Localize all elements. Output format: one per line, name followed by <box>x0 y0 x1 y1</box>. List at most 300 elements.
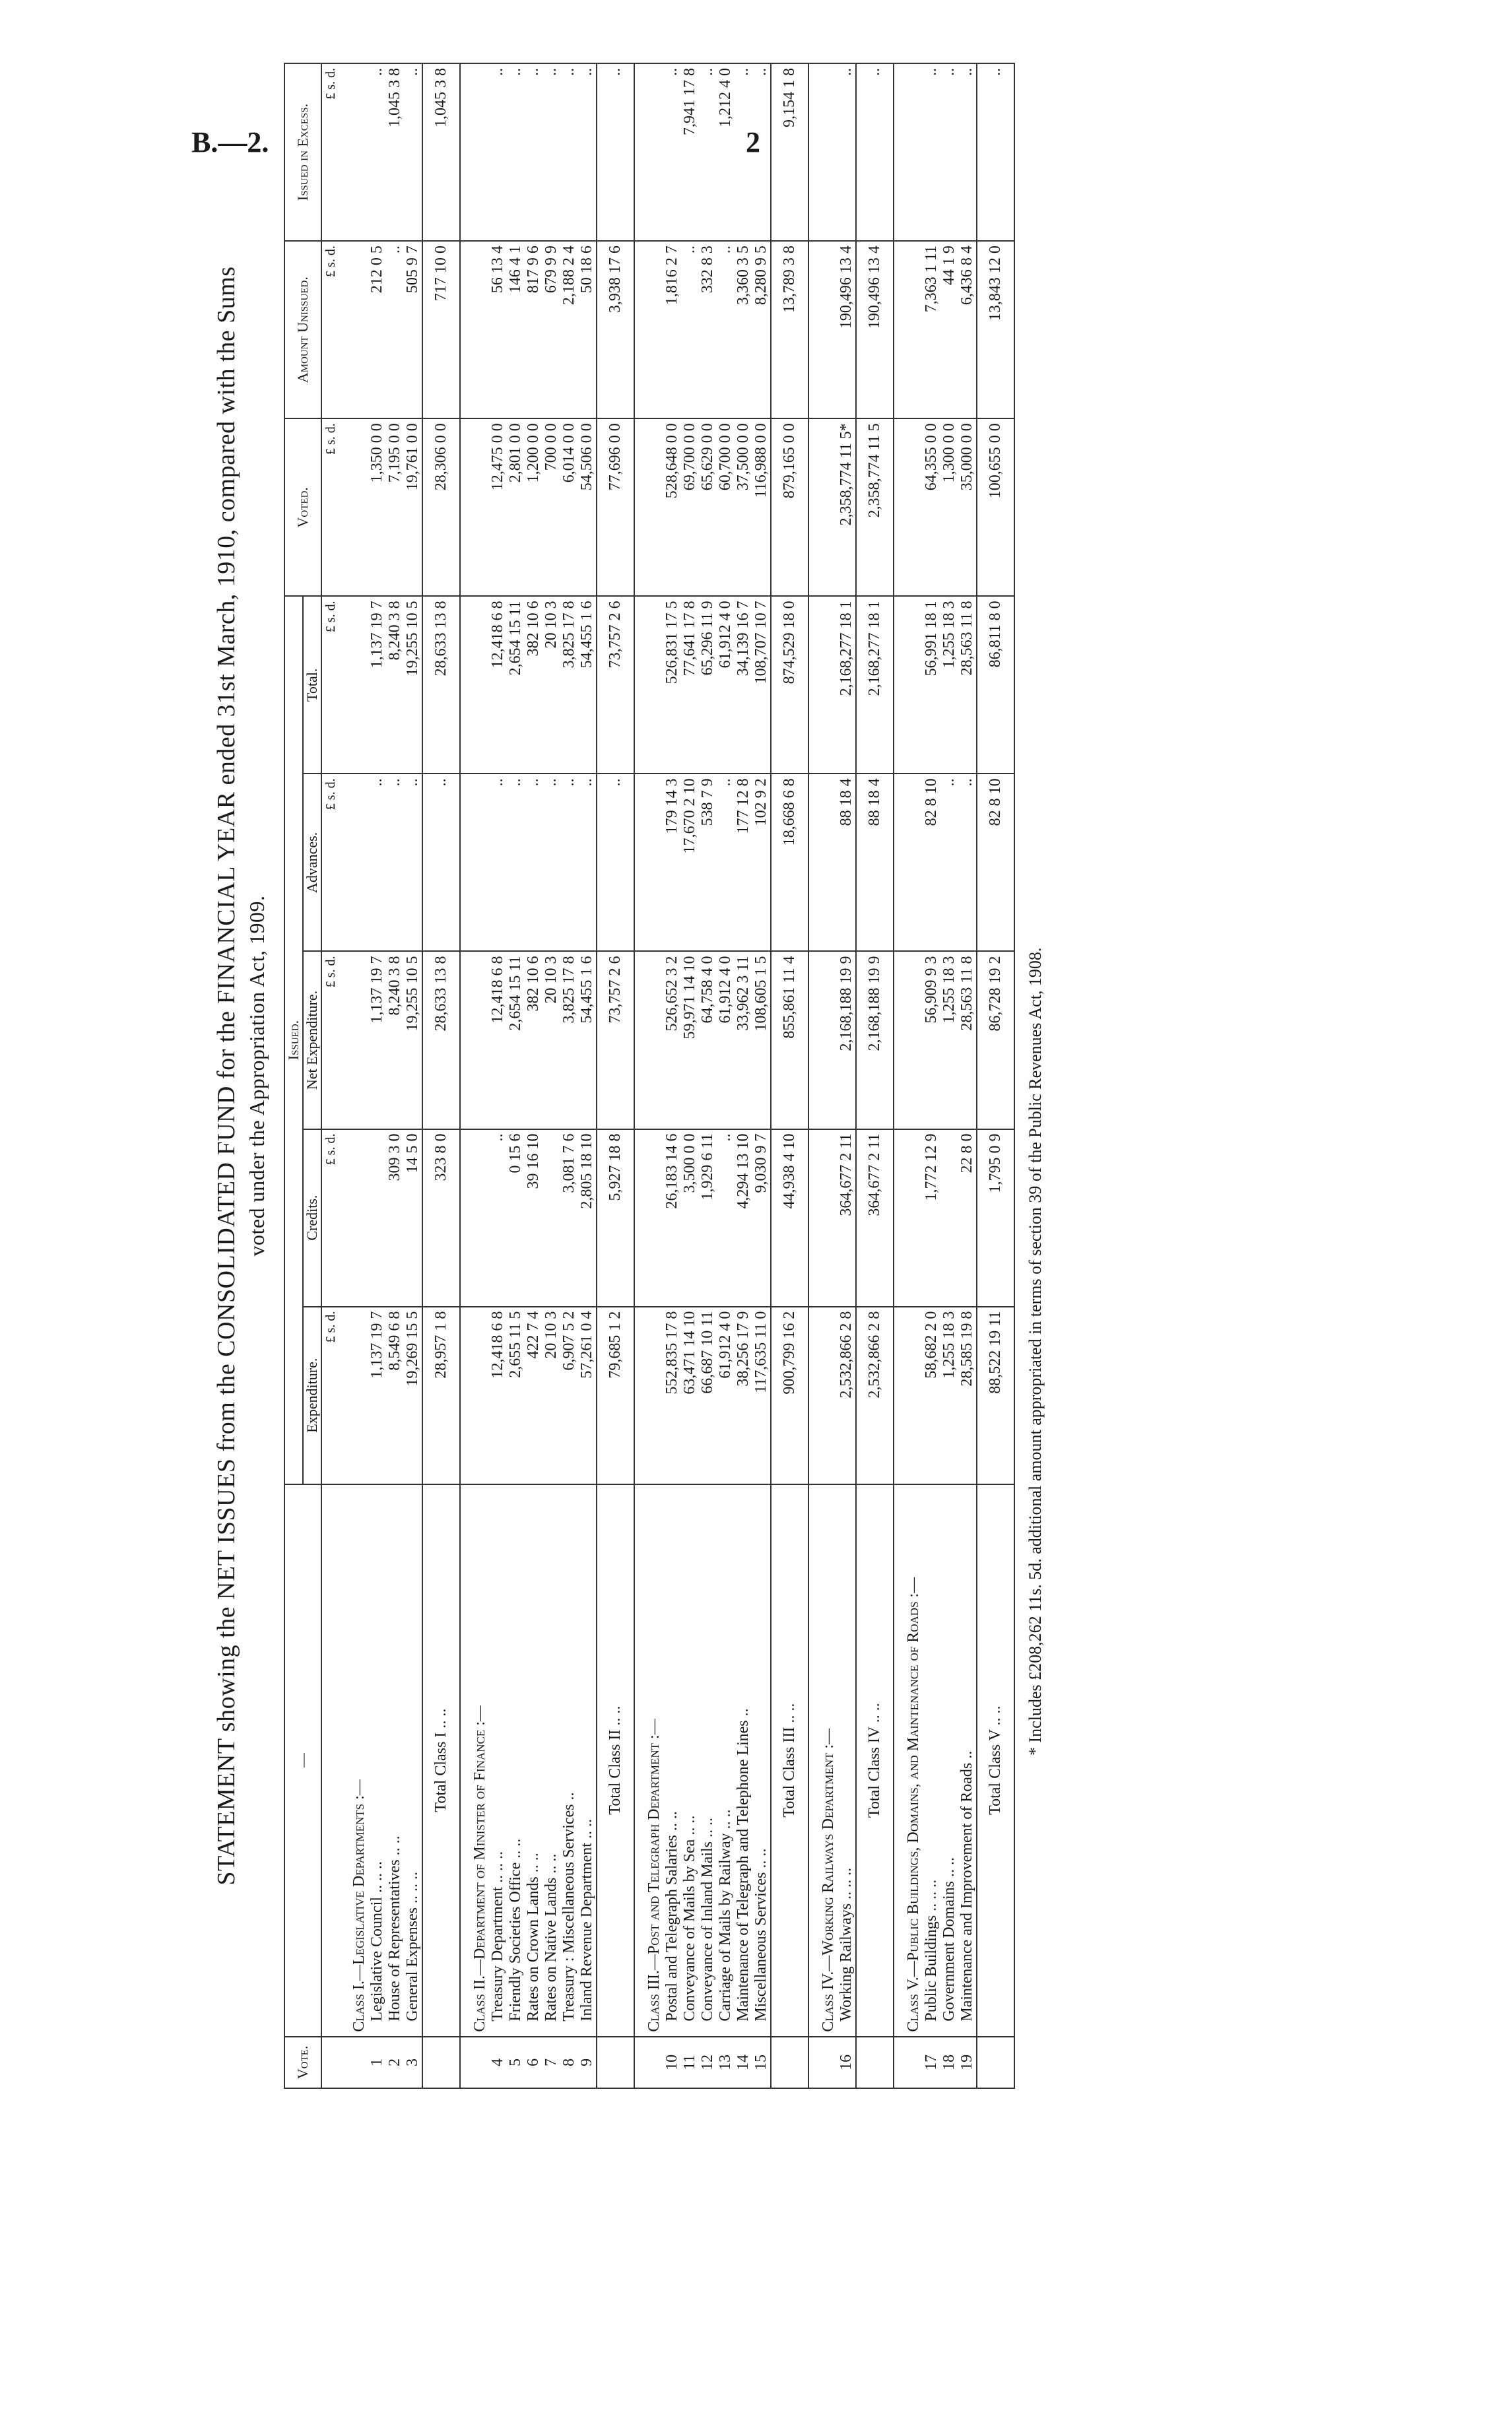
table-row <box>560 63 578 2088</box>
net-expenditure-value: 1,137 19 7 <box>368 951 386 1129</box>
footnote: * Includes £208,262 11s. 5d. additional amount appropriated in terms of section 39 of the Public Revenues Act, 1908. <box>1026 947 1045 1756</box>
expenditure-value: 28,585 19 8 <box>958 1307 977 1484</box>
empty-cell <box>460 1129 489 1307</box>
advances-value: .. <box>597 774 634 951</box>
empty-cell <box>808 418 838 596</box>
advances-value: 18,668 6 8 <box>771 774 808 951</box>
total-value: 382 10 6 <box>525 596 542 774</box>
voted-value: 28,306 0 0 <box>422 418 460 596</box>
class-heading: Class IV.—Working Railways Department :— <box>808 1484 838 2037</box>
expenditure-value: 422 7 4 <box>525 1307 542 1484</box>
empty-cell <box>634 1307 663 1484</box>
unit-label: £ s. d. <box>321 1129 340 1307</box>
table-row <box>368 63 386 2088</box>
empty-cell <box>460 63 489 241</box>
row-description: General Expenses .. .. .. <box>404 1484 422 2037</box>
table-row <box>923 63 940 2088</box>
vote-number <box>634 2037 663 2088</box>
net-expenditure-value: 1,255 18 3 <box>940 951 958 1129</box>
excess-value: .. <box>752 63 771 241</box>
vote-number <box>422 2037 460 2088</box>
col-net-expenditure: Net Expenditure. <box>303 951 321 1129</box>
page-number: 2 <box>746 126 760 158</box>
advances-value: .. <box>489 774 507 951</box>
unit-label: £ s. d. <box>321 774 340 951</box>
row-description: Total Class II .. .. <box>597 1484 634 2037</box>
advances-value: .. <box>578 774 597 951</box>
expenditure-value: 2,532,866 2 8 <box>856 1307 894 1484</box>
advances-value: .. <box>940 774 958 951</box>
unissued-value: .. <box>717 241 735 418</box>
vote-number: 14 <box>735 2037 752 2088</box>
empty-cell <box>894 596 923 774</box>
excess-value: .. <box>958 63 977 241</box>
class-heading-row <box>340 63 368 2088</box>
advances-value: .. <box>386 774 404 951</box>
total-value: 28,633 13 8 <box>422 596 460 774</box>
unissued-value: 332 8 3 <box>699 241 717 418</box>
empty-cell <box>460 951 489 1129</box>
vote-number: 4 <box>489 2037 507 2088</box>
excess-value: .. <box>838 63 856 241</box>
empty-cell <box>894 951 923 1129</box>
title-line-1: STATEMENT showing the NET ISSUES from the CONSOLIDATED FUND for the FINANCIAL YEAR ended 31st March, 1910, compared with the Sums <box>213 266 240 1886</box>
expenditure-value: 66,687 10 11 <box>699 1307 717 1484</box>
row-description: Conveyance of Mails by Sea .. .. <box>681 1484 699 2037</box>
expenditure-value: 117,635 11 0 <box>752 1307 771 1484</box>
row-description: Public Buildings .. .. .. <box>923 1484 940 2037</box>
excess-value: .. <box>525 63 542 241</box>
vote-number: 9 <box>578 2037 597 2088</box>
empty-cell <box>808 1129 838 1307</box>
table-row <box>958 63 977 2088</box>
total-value: 874,529 18 0 <box>771 596 808 774</box>
class-heading-row <box>460 63 489 2088</box>
voted-value: 60,700 0 0 <box>717 418 735 596</box>
row-description: Maintenance and Improvement of Roads .. <box>958 1484 977 2037</box>
net-expenditure-value: 61,912 4 0 <box>717 951 735 1129</box>
vote-number: 6 <box>525 2037 542 2088</box>
advances-value: .. <box>560 774 578 951</box>
total-value: 19,255 10 5 <box>404 596 422 774</box>
credits-value: 364,677 2 11 <box>856 1129 894 1307</box>
rotated-statement <box>211 26 1300 2125</box>
empty-cell <box>634 63 663 241</box>
row-description: Working Railways .. .. .. <box>838 1484 856 2037</box>
advances-value: .. <box>422 774 460 951</box>
table-row <box>525 63 542 2088</box>
voted-value: 1,300 0 0 <box>940 418 958 596</box>
vote-number <box>460 2037 489 2088</box>
advances-value: 82 8 10 <box>923 774 940 951</box>
excess-value: .. <box>663 63 681 241</box>
expenditure-value: 900,799 16 2 <box>771 1307 808 1484</box>
row-description: Conveyance of Inland Mails .. .. <box>699 1484 717 2037</box>
vote-number: 1 <box>368 2037 386 2088</box>
credits-value: 26,183 14 6 <box>663 1129 681 1307</box>
empty-cell <box>340 1129 368 1307</box>
unissued-value: 3,360 3 5 <box>735 241 752 418</box>
credits-value: 3,081 7 6 <box>560 1129 578 1307</box>
credits-value: 1,772 12 9 <box>923 1129 940 1307</box>
expenditure-value: 6,907 5 2 <box>560 1307 578 1484</box>
excess-value: 7,941 17 8 <box>681 63 699 241</box>
total-value: 34,139 16 7 <box>735 596 752 774</box>
title-line-2: voted under the Appropriation Act, 1909. <box>245 895 269 1257</box>
vote-number: 12 <box>699 2037 717 2088</box>
row-description: Legislative Council .. .. .. <box>368 1484 386 2037</box>
unissued-value: 56 13 4 <box>489 241 507 418</box>
col-issued: Issued. <box>284 596 303 1484</box>
net-expenditure-value: 108,605 1 5 <box>752 951 771 1129</box>
credits-value: 1,795 0 9 <box>977 1129 1014 1307</box>
row-description: Treasury : Miscellaneous Services .. <box>560 1484 578 2037</box>
vote-number: 18 <box>940 2037 958 2088</box>
net-expenditure-value: 3,825 17 8 <box>560 951 578 1129</box>
excess-value: .. <box>368 63 386 241</box>
units-row <box>321 63 340 2088</box>
credits-value: 4,294 13 10 <box>735 1129 752 1307</box>
vote-number: 19 <box>958 2037 977 2088</box>
unissued-value: 190,496 13 4 <box>838 241 856 418</box>
empty-cell <box>808 63 838 241</box>
voted-value: 6,014 0 0 <box>560 418 578 596</box>
total-value: 20 10 3 <box>542 596 560 774</box>
net-expenditure-value: 2,168,188 19 9 <box>856 951 894 1129</box>
expenditure-value: 19,269 15 5 <box>404 1307 422 1484</box>
class-total-row <box>977 63 1014 2088</box>
unissued-value: 6,436 8 4 <box>958 241 977 418</box>
class-heading-row <box>808 63 838 2088</box>
empty-cell <box>894 774 923 951</box>
row-description: Maintenance of Telegraph and Telephone Lines .. <box>735 1484 752 2037</box>
net-expenditure-value: 2,654 15 11 <box>507 951 525 1129</box>
unissued-value: 3,938 17 6 <box>597 241 634 418</box>
excess-value: .. <box>735 63 752 241</box>
col-amount-unissued: Amount Unissued. <box>284 241 321 418</box>
unissued-value: .. <box>681 241 699 418</box>
unit-label: £ s. d. <box>321 418 340 596</box>
vote-number: 7 <box>542 2037 560 2088</box>
expenditure-value: 58,682 2 0 <box>923 1307 940 1484</box>
table-row <box>940 63 958 2088</box>
credits-value: 3,500 0 0 <box>681 1129 699 1307</box>
table-row <box>404 63 422 2088</box>
net-expenditure-value: 12,418 6 8 <box>489 951 507 1129</box>
vote-number: 15 <box>752 2037 771 2088</box>
voted-value: 12,475 0 0 <box>489 418 507 596</box>
class-total-row <box>771 63 808 2088</box>
vote-number <box>808 2037 838 2088</box>
advances-value: 177 12 8 <box>735 774 752 951</box>
voted-value: 100,655 0 0 <box>977 418 1014 596</box>
expenditure-value: 20 10 3 <box>542 1307 560 1484</box>
excess-value: 1,045 3 8 <box>422 63 460 241</box>
empty-cell <box>634 418 663 596</box>
voted-value: 54,506 0 0 <box>578 418 597 596</box>
unissued-value: 1,816 2 7 <box>663 241 681 418</box>
empty-cell <box>808 596 838 774</box>
credits-value <box>542 1129 560 1307</box>
total-value: 2,654 15 11 <box>507 596 525 774</box>
unissued-value: 13,843 12 0 <box>977 241 1014 418</box>
col-advances: Advances. <box>303 774 321 951</box>
empty-cell <box>894 63 923 241</box>
net-expenditure-value: 28,633 13 8 <box>422 951 460 1129</box>
net-expenditure-value: 59,971 14 10 <box>681 951 699 1129</box>
table-row <box>507 63 525 2088</box>
net-expenditure-value: 19,255 10 5 <box>404 951 422 1129</box>
total-value: 2,168,277 18 1 <box>856 596 894 774</box>
voted-value: 2,358,774 11 5 <box>856 418 894 596</box>
empty-cell <box>894 241 923 418</box>
credits-value: 9,030 9 7 <box>752 1129 771 1307</box>
expenditure-value: 12,418 6 8 <box>489 1307 507 1484</box>
col-credits: Credits. <box>303 1129 321 1307</box>
expenditure-value: 57,261 0 4 <box>578 1307 597 1484</box>
vote-number: 16 <box>838 2037 856 2088</box>
total-value: 56,991 18 1 <box>923 596 940 774</box>
vote-number: 2 <box>386 2037 404 2088</box>
empty-cell <box>808 1307 838 1484</box>
row-description: Treasury Department .. .. .. <box>489 1484 507 2037</box>
advances-value: 88 18 4 <box>856 774 894 951</box>
empty-cell <box>634 951 663 1129</box>
credits-value: 1,929 6 11 <box>699 1129 717 1307</box>
col-total: Total. <box>303 596 321 774</box>
net-expenditure-value: 86,728 19 2 <box>977 951 1014 1129</box>
total-value: 77,641 17 8 <box>681 596 699 774</box>
unissued-value: 717 10 0 <box>422 241 460 418</box>
excess-value: .. <box>578 63 597 241</box>
total-value: 526,831 17 5 <box>663 596 681 774</box>
unissued-value: 146 4 1 <box>507 241 525 418</box>
unissued-value: 817 9 6 <box>525 241 542 418</box>
empty-cell <box>894 1307 923 1484</box>
vote-number: 10 <box>663 2037 681 2088</box>
unit-label: £ s. d. <box>321 241 340 418</box>
excess-value: 1,212 4 0 <box>717 63 735 241</box>
empty-cell <box>808 241 838 418</box>
vote-number: 17 <box>923 2037 940 2088</box>
voted-value: 879,165 0 0 <box>771 418 808 596</box>
credits-value: 323 8 0 <box>422 1129 460 1307</box>
advances-value: .. <box>404 774 422 951</box>
advances-value: 88 18 4 <box>838 774 856 951</box>
expenditure-value: 8,549 6 8 <box>386 1307 404 1484</box>
class-heading: Class III.—Post and Telegraph Department :— <box>634 1484 663 2037</box>
empty-cell <box>340 63 368 241</box>
empty-cell <box>460 774 489 951</box>
class-heading: Class V.—Public Buildings, Domains, and Maintenance of Roads :— <box>894 1484 923 2037</box>
class-heading: Class I.—Legislative Departments :— <box>340 1484 368 2037</box>
class-total-row <box>597 63 634 2088</box>
net-expenditure-value: 28,563 11 8 <box>958 951 977 1129</box>
excess-value: .. <box>940 63 958 241</box>
total-value: 73,757 2 6 <box>597 596 634 774</box>
net-expenditure-value: 20 10 3 <box>542 951 560 1129</box>
total-value: 1,137 19 7 <box>368 596 386 774</box>
excess-value: .. <box>560 63 578 241</box>
expenditure-value: 88,522 19 11 <box>977 1307 1014 1484</box>
vote-number <box>340 2037 368 2088</box>
total-value: 12,418 6 8 <box>489 596 507 774</box>
table-row <box>735 63 752 2088</box>
row-description: Postal and Telegraph Salaries .. .. <box>663 1484 681 2037</box>
total-value: 2,168,277 18 1 <box>838 596 856 774</box>
table-row <box>542 63 560 2088</box>
credits-value <box>940 1129 958 1307</box>
excess-value: .. <box>699 63 717 241</box>
total-value: 54,455 1 6 <box>578 596 597 774</box>
vote-number <box>894 2037 923 2088</box>
net-expenditure-value: 8,240 3 8 <box>386 951 404 1129</box>
total-value: 3,825 17 8 <box>560 596 578 774</box>
vote-number: 5 <box>507 2037 525 2088</box>
empty-cell <box>340 418 368 596</box>
advances-value: .. <box>525 774 542 951</box>
credits-value: 0 15 6 <box>507 1129 525 1307</box>
row-description: Inland Revenue Department .. .. <box>578 1484 597 2037</box>
net-expenditure-value: 382 10 6 <box>525 951 542 1129</box>
excess-value: 1,045 3 8 <box>386 63 404 241</box>
advances-value: .. <box>507 774 525 951</box>
excess-value: .. <box>856 63 894 241</box>
net-expenditure-value: 56,909 9 3 <box>923 951 940 1129</box>
row-description: Friendly Societies Office .. .. <box>507 1484 525 2037</box>
row-description: Miscellaneous Services .. .. <box>752 1484 771 2037</box>
total-value: 86,811 8 0 <box>977 596 1014 774</box>
statement-title <box>211 26 272 2125</box>
class-total-row <box>856 63 894 2088</box>
table-row <box>386 63 404 2088</box>
vote-number: 13 <box>717 2037 735 2088</box>
credits-value: 39 16 10 <box>525 1129 542 1307</box>
voted-value: 65,629 0 0 <box>699 418 717 596</box>
net-expenditure-value: 64,758 4 0 <box>699 951 717 1129</box>
total-value: 108,707 10 7 <box>752 596 771 774</box>
advances-value: 17,670 2 10 <box>681 774 699 951</box>
row-description: Government Domains .. .. <box>940 1484 958 2037</box>
table-row <box>752 63 771 2088</box>
voted-value: 77,696 0 0 <box>597 418 634 596</box>
vote-number <box>856 2037 894 2088</box>
empty-cell <box>808 774 838 951</box>
total-value: 61,912 4 0 <box>717 596 735 774</box>
excess-value: .. <box>923 63 940 241</box>
row-description: Carriage of Mails by Railway .. .. <box>717 1484 735 2037</box>
excess-value: .. <box>489 63 507 241</box>
unissued-value: 190,496 13 4 <box>856 241 894 418</box>
excess-value: .. <box>542 63 560 241</box>
table-body <box>321 63 1014 2088</box>
credits-value: 22 8 0 <box>958 1129 977 1307</box>
empty-cell <box>634 1129 663 1307</box>
net-issues-table <box>284 63 1015 2089</box>
unit-label: £ s. d. <box>321 951 340 1129</box>
table-row <box>489 63 507 2088</box>
advances-value: .. <box>717 774 735 951</box>
table-row <box>663 63 681 2088</box>
vote-number <box>597 2037 634 2088</box>
unissued-value: 679 9 9 <box>542 241 560 418</box>
col-issued-in-excess: Issued in Excess. <box>284 63 321 241</box>
voted-value: 7,195 0 0 <box>386 418 404 596</box>
row-description: Rates on Native Lands .. .. <box>542 1484 560 2037</box>
row-description: House of Representatives .. .. <box>386 1484 404 2037</box>
voted-value: 528,648 0 0 <box>663 418 681 596</box>
net-expenditure-value: 33,962 3 11 <box>735 951 752 1129</box>
empty-cell <box>634 774 663 951</box>
excess-value: .. <box>597 63 634 241</box>
empty-cell <box>460 241 489 418</box>
expenditure-value: 28,957 1 8 <box>422 1307 460 1484</box>
empty-cell <box>894 418 923 596</box>
table-row <box>578 63 597 2088</box>
table-row <box>681 63 699 2088</box>
total-value: 8,240 3 8 <box>386 596 404 774</box>
vote-number: 8 <box>560 2037 578 2088</box>
table-row <box>838 63 856 2088</box>
empty-cell <box>460 596 489 774</box>
excess-value: 9,154 1 8 <box>771 63 808 241</box>
credits-value: 364,677 2 11 <box>838 1129 856 1307</box>
col-expenditure: Expenditure. <box>303 1307 321 1484</box>
credits-value <box>368 1129 386 1307</box>
row-description: Total Class I .. .. <box>422 1484 460 2037</box>
expenditure-value: 1,137 19 7 <box>368 1307 386 1484</box>
empty-cell <box>340 1307 368 1484</box>
advances-value: .. <box>542 774 560 951</box>
total-value: 28,563 11 8 <box>958 596 977 774</box>
voted-value: 64,355 0 0 <box>923 418 940 596</box>
col-description: — <box>284 1484 321 2037</box>
unissued-value: 7,363 1 11 <box>923 241 940 418</box>
unissued-value: .. <box>386 241 404 418</box>
advances-value: .. <box>368 774 386 951</box>
class-total-row <box>422 63 460 2088</box>
unissued-value: 505 9 7 <box>404 241 422 418</box>
vote-number: 11 <box>681 2037 699 2088</box>
total-value: 65,296 11 9 <box>699 596 717 774</box>
vote-number <box>977 2037 1014 2088</box>
credits-value: 44,938 4 10 <box>771 1129 808 1307</box>
unissued-value: 44 1 9 <box>940 241 958 418</box>
expenditure-value: 61,912 4 0 <box>717 1307 735 1484</box>
credits-value: 2,805 18 10 <box>578 1129 597 1307</box>
voted-value: 1,200 0 0 <box>525 418 542 596</box>
net-expenditure-value: 855,861 11 4 <box>771 951 808 1129</box>
voted-value: 116,988 0 0 <box>752 418 771 596</box>
row-description: Rates on Crown Lands .. .. <box>525 1484 542 2037</box>
empty-cell <box>808 951 838 1129</box>
row-description: Total Class III .. .. <box>771 1484 808 2037</box>
empty-cell <box>634 596 663 774</box>
credits-value: 14 5 0 <box>404 1129 422 1307</box>
expenditure-value: 2,655 11 5 <box>507 1307 525 1484</box>
net-expenditure-value: 2,168,188 19 9 <box>838 951 856 1129</box>
unit-label: £ s. d. <box>321 63 340 241</box>
credits-value: .. <box>489 1129 507 1307</box>
advances-value: 102 9 2 <box>752 774 771 951</box>
voted-value: 37,500 0 0 <box>735 418 752 596</box>
credits-value: 309 3 0 <box>386 1129 404 1307</box>
empty-cell <box>894 1129 923 1307</box>
excess-value: .. <box>404 63 422 241</box>
voted-value: 69,700 0 0 <box>681 418 699 596</box>
document-reference: B.—2. <box>191 126 269 158</box>
unissued-value: 8,280 9 5 <box>752 241 771 418</box>
